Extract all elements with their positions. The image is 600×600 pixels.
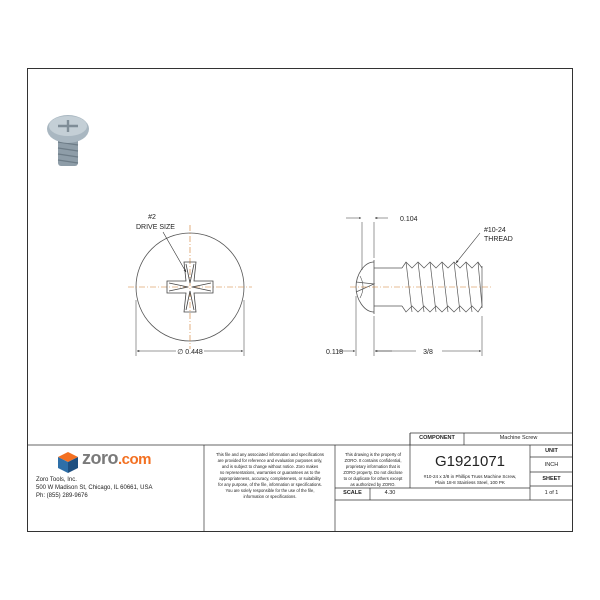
sheet-value: 1 of 1 [544, 490, 559, 496]
company-phone: Ph: (855) 289-9676 [36, 493, 88, 499]
side-view [338, 218, 492, 356]
component-value: Machine Screw [499, 435, 538, 441]
company-name: Zoro Tools, Inc. [36, 477, 77, 483]
company-address: 500 W Madison St, Chicago, IL 60661, USA [36, 485, 153, 491]
part-description: #10-24 x 3/8 in Phillips Truss Machine Screw, Plain 18-8 Stainless Steel, 100 PK [423, 474, 517, 485]
diameter-label: ∅ 0.448 [177, 349, 203, 356]
unit-value: INCH [544, 462, 559, 468]
thread-callout-line2: THREAD [484, 236, 513, 243]
scale-label: SCALE [343, 490, 362, 496]
length-label: 3/8 [423, 349, 433, 356]
zoro-logo-cube-icon [58, 452, 78, 473]
zoro-logo: zoro.com [82, 448, 152, 468]
scale-value: 4.30 [384, 490, 396, 496]
sheet-label: SHEET [542, 476, 561, 482]
company-info [36, 476, 202, 500]
part-number: G1921071 [434, 453, 506, 470]
screw-thumbnail-icon [47, 115, 89, 166]
thread-callout-line1: #10-24 [484, 227, 506, 234]
head-height-label: 0.104 [400, 216, 418, 223]
drive-callout-line2: DRIVE SIZE [136, 224, 175, 231]
proprietary-notice: This drawing is the property of ZORO. It contains confidential, proprietary information that is ZORO property. Do not disclose to or duplicate for others except as authorized by ZORO. [343, 452, 403, 487]
disclaimer: This file and any associated information and specifications are provided for reference and evaluation purposes only, and is subject to change without notice. Zoro makes no representations, warranties or guarantees as to the appropriateness, accuracy, completeness, or suitability for any purpose, of the file, information or specifications. You are solely responsible for the use of the file, information or specifications. [215, 452, 324, 499]
component-label: COMPONENT [419, 435, 455, 441]
total-height-label: 0.118 [326, 349, 343, 356]
front-view [128, 225, 252, 356]
unit-label: UNIT [545, 448, 558, 454]
drive-callout-line1: #2 [148, 214, 156, 221]
